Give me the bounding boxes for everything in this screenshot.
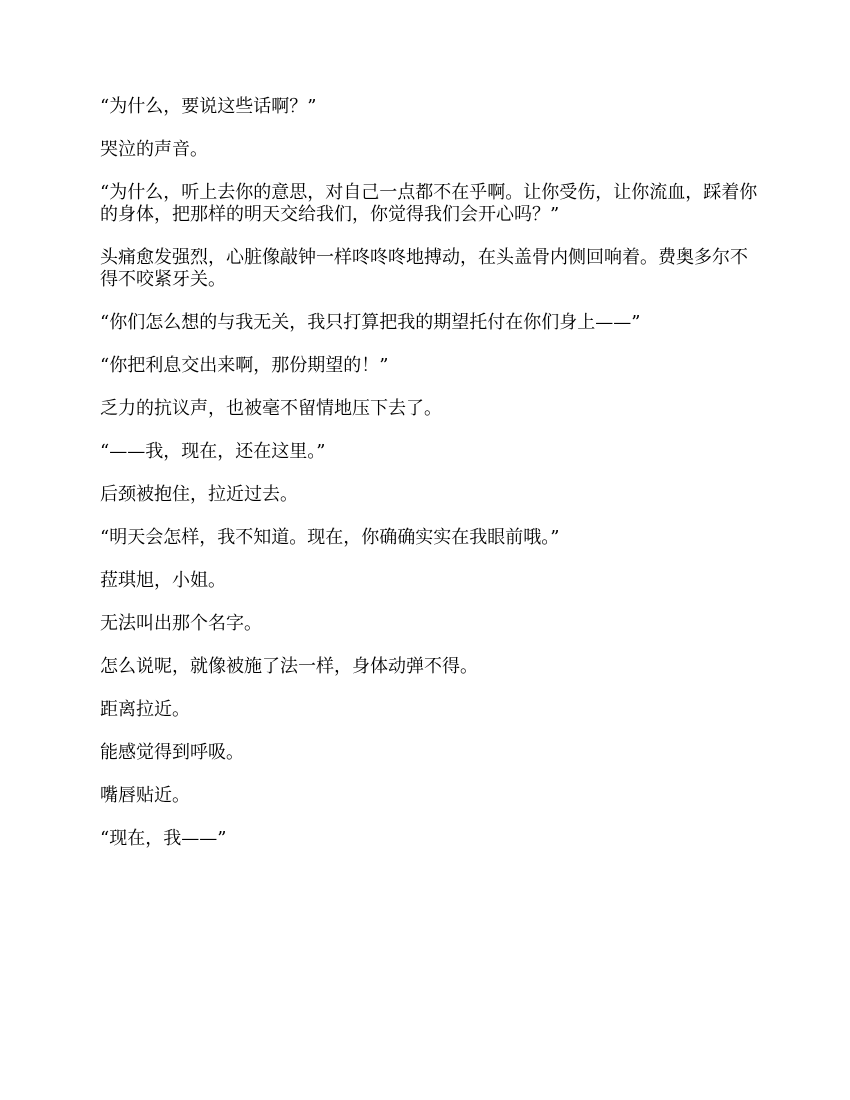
paragraph: 怎么说呢，就像被施了法一样，身体动弹不得。 bbox=[100, 656, 478, 677]
paragraph: 距离拉近。 bbox=[100, 699, 190, 720]
paragraph: “你把利息交出来啊，那份期望的！” bbox=[100, 355, 389, 376]
paragraph: 无法叫出那个名字。 bbox=[100, 613, 262, 634]
paragraph: “——我，现在，还在这里。” bbox=[100, 441, 326, 462]
paragraph: 乏力的抗议声，也被毫不留情地压下去了。 bbox=[100, 398, 442, 419]
document-page bbox=[100, 96, 760, 871]
paragraph: 菈琪旭，小姐。 bbox=[100, 570, 226, 591]
paragraph: 哭泣的声音。 bbox=[100, 139, 208, 160]
paragraph: “现在，我——” bbox=[100, 828, 227, 849]
paragraph: 嘴唇贴近。 bbox=[100, 785, 190, 806]
paragraph: “为什么，听上去你的意思，对自己一点都不在乎啊。让你受伤，让你流血，踩着你的身体，把那样的明天交给我们，你觉得我们会开心吗？” bbox=[100, 182, 758, 225]
paragraph: 后颈被抱住，拉近过去。 bbox=[100, 484, 298, 505]
paragraph: “为什么，要说这些话啊？” bbox=[100, 96, 317, 117]
paragraph: “你们怎么想的与我无关，我只打算把我的期望托付在你们身上——” bbox=[100, 312, 641, 333]
paragraph: 能感觉得到呼吸。 bbox=[100, 742, 244, 763]
paragraph: 头痛愈发强烈，心脏像敲钟一样咚咚咚地搏动，在头盖骨内侧回响着。费奥多尔不得不咬紧牙关。 bbox=[100, 247, 748, 290]
paragraph: “明天会怎样，我不知道。现在，你确确实实在我眼前哦。” bbox=[100, 527, 560, 548]
